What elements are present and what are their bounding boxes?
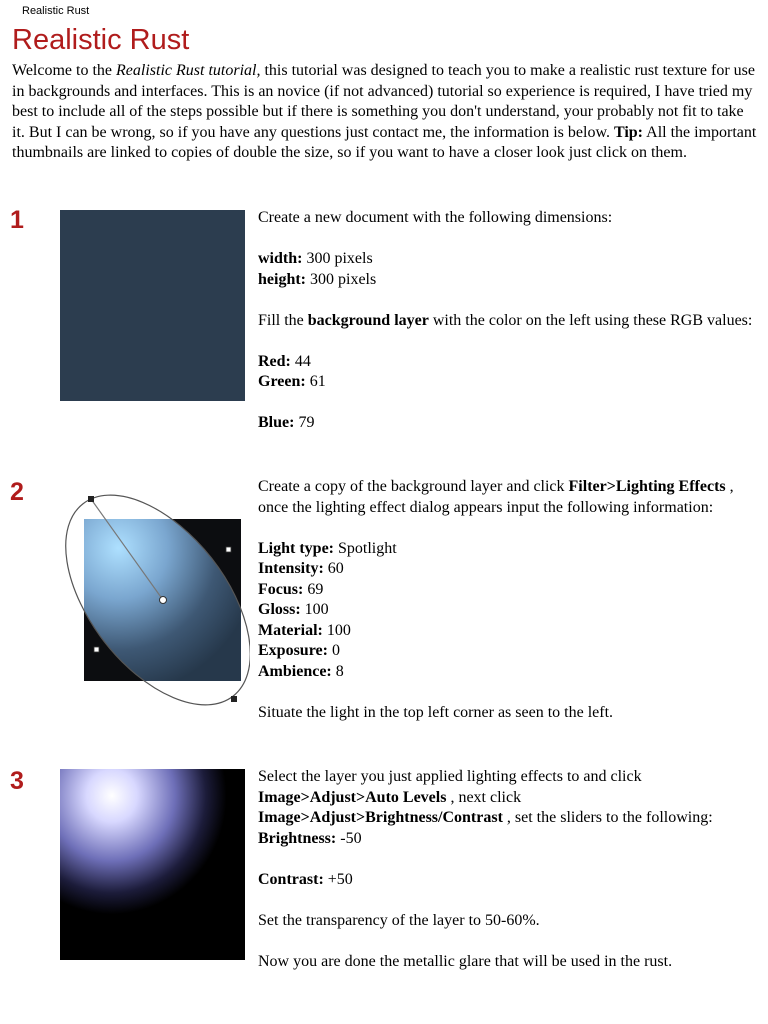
intro-text: Welcome to the [12, 62, 117, 79]
setting-label: Intensity: [258, 560, 324, 577]
gloss-setting [258, 600, 758, 621]
setting-label: Focus: [258, 580, 304, 598]
blue-label: Blue: [258, 414, 295, 431]
lighting-effects-preview-image[interactable] [60, 482, 250, 717]
green-value: 61 [305, 373, 326, 390]
exposure-setting [258, 641, 758, 662]
fill-text: with the color on the left using these RGB values: [428, 311, 753, 329]
height-value: 300 pixels [306, 270, 377, 288]
completion-note: Now you are done the metallic glare that will be used in the rust. [258, 952, 673, 970]
height-setting [258, 270, 758, 291]
blue-setting [258, 413, 758, 434]
browser-tab-title: Realistic Rust [22, 5, 90, 17]
glare-result-image[interactable] [60, 769, 245, 960]
step-2-outro: Situate the light in the top left corner as seen to the left. [258, 703, 614, 721]
setting-value: 69 [303, 580, 324, 598]
step-number: 2 [10, 478, 24, 506]
step-1-text [258, 208, 758, 434]
step-3-text-part: , next click [446, 788, 522, 806]
step-number: 1 [10, 206, 24, 234]
ambience-setting [258, 662, 758, 683]
red-setting [258, 352, 758, 373]
fill-instruction [258, 311, 758, 332]
menu-path: Image>Adjust>Auto Levels [258, 788, 447, 806]
background-color-swatch[interactable] [60, 210, 245, 401]
setting-label: Ambience: [258, 662, 332, 680]
setting-label: Light type: [258, 539, 334, 557]
step-2-text [258, 477, 758, 723]
step-2-instruction [258, 477, 758, 518]
setting-value: 100 [322, 621, 351, 639]
green-setting [258, 372, 758, 393]
step-1-instruction: Create a new document with the following dimensions: [258, 209, 613, 226]
step-3-text [258, 767, 758, 972]
red-label: Red: [258, 352, 291, 370]
page-title: Realistic Rust [12, 24, 190, 56]
setting-label: Material: [258, 621, 323, 639]
setting-label: Gloss: [258, 601, 301, 618]
step-3-instruction [258, 767, 758, 849]
material-setting [258, 621, 758, 642]
focus-setting [258, 580, 758, 601]
contrast-setting [258, 870, 758, 891]
height-label: height: [258, 270, 306, 288]
step-2-text-part: Create a copy of the background layer and click [258, 478, 569, 495]
contrast-value: +50 [323, 870, 353, 888]
intro-paragraph [12, 61, 757, 164]
blue-value: 79 [294, 414, 315, 431]
setting-value: 8 [331, 662, 344, 680]
intro-text: this tutorial was designed to teach you to make a realistic rust texture for use in backgrounds and interfaces. This is an novice (if not advanced) tutorial so experience is required, I have tried my best to include all of the steps possible but if there is something you don't understand, your probably not fit to take it. But I can be wrong, so if you have any questions just contact me, the information is below. [12, 62, 755, 141]
width-value: 300 pixels [302, 250, 373, 267]
contrast-label: Contrast: [258, 870, 324, 888]
setting-value: 100 [300, 601, 329, 618]
step-2-text-part: , once the lighting effect dialog appears input the following information: [258, 478, 734, 516]
step-3-text-part: , set the sliders to the following: [502, 809, 713, 826]
brightness-label: Brightness: [258, 829, 337, 847]
menu-path: Filter>Lighting Effects [568, 478, 726, 495]
setting-value: 60 [323, 560, 344, 577]
red-value: 44 [290, 352, 311, 370]
green-label: Green: [258, 373, 306, 390]
tip-text: All the important thumbnails are linked to copies of double the size, so if you want to have a closer look just click on them. [12, 123, 757, 161]
menu-path: Image>Adjust>Brightness/Contrast [258, 809, 503, 826]
setting-value: Spotlight [334, 539, 397, 557]
light-type-setting [258, 539, 758, 560]
width-label: width: [258, 250, 303, 267]
intro-emphasis: Realistic Rust tutorial, [116, 62, 261, 79]
fill-bold: background layer [307, 311, 429, 329]
brightness-value: -50 [336, 829, 362, 847]
tip-label: Tip: [613, 123, 644, 141]
intensity-setting [258, 559, 758, 580]
transparency-instruction: Set the transparency of the layer to 50-60%. [258, 911, 540, 929]
setting-value: 0 [327, 642, 340, 659]
fill-text: Fill the [258, 311, 308, 329]
width-setting [258, 249, 758, 270]
step-3-text-part: Select the layer you just applied lighting effects to and click [258, 768, 642, 785]
step-number: 3 [10, 767, 24, 795]
setting-label: Exposure: [258, 642, 328, 659]
